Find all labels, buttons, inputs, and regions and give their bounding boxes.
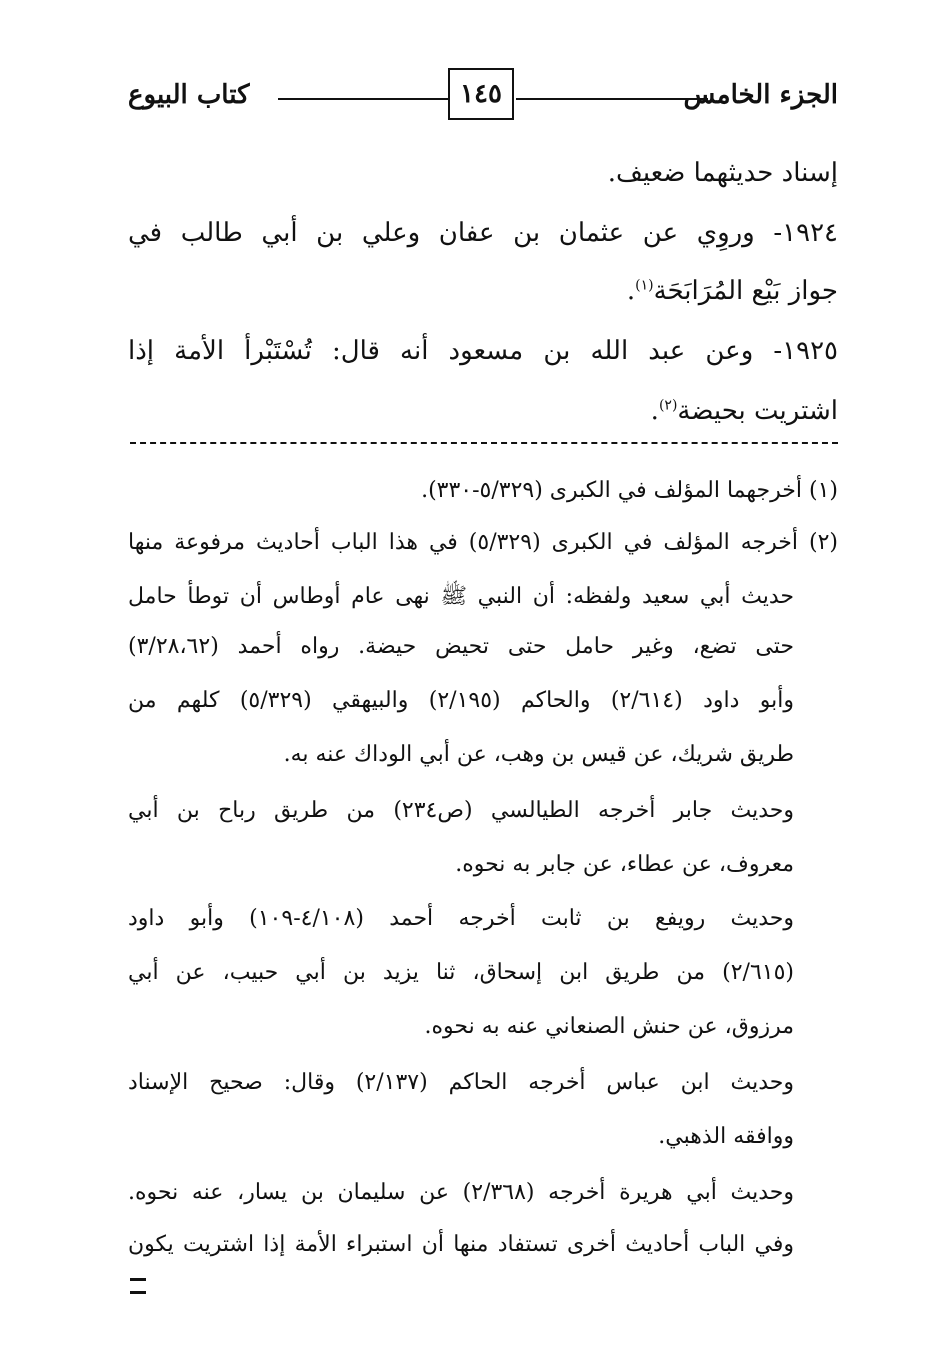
volume-title: الجزء الخامس <box>683 80 838 110</box>
header-rule-right <box>516 98 708 100</box>
body-text: جواز بَيْع المُرَابَحَة <box>653 276 838 306</box>
footnote-line: ووافقه الذهبي. <box>658 1124 794 1149</box>
footnote-line: وحديث رويفع بن ثابت أخرجه أحمد (٤/١٠٨-١٠٩) وأبو داود <box>128 906 794 931</box>
footnote-line: طريق شريك، عن قيس بن وهب، عن أبي الوداك عنه به. <box>283 742 794 767</box>
footnote-line: وأبو داود (٢/٦١٤) والحاكم (٢/١٩٥) والبيهقي (٥/٣٢٩) كلهم من <box>128 688 794 713</box>
footnote-ref: (١) <box>635 277 654 294</box>
footnote-line: (٢/٦١٥) من طريق ابن إسحاق، ثنا يزيد بن أبي حبيب، عن أبي <box>128 960 794 985</box>
footnote-line: وحديث جابر أخرجه الطيالسي (ص٢٣٤) من طريق رباح بن أبي <box>128 798 794 823</box>
body-line <box>627 276 838 306</box>
header-rule-left <box>278 98 448 100</box>
body-text: . <box>626 276 636 306</box>
footnote-line: مرزوق، عن حنش الصنعاني عنه به نحوه. <box>424 1014 794 1039</box>
page-header <box>128 68 838 124</box>
body-line: إسناد حديثهما ضعيف. <box>607 158 838 188</box>
footnote-ref: (٢) <box>658 397 678 414</box>
footnote-2: (٢) أخرجه المؤلف في الكبرى (٥/٣٢٩) في هذا الباب أحاديث مرفوعة منها <box>128 530 838 555</box>
footnote-line: حديث أبي سعيد ولفظه: أن النبي ﷺ نهى عام أوطاس أن توطأ حامل <box>128 584 794 609</box>
body-text: . <box>650 396 659 426</box>
continuation-mark <box>130 1278 146 1294</box>
footnote-line: وحديث أبي هريرة أخرجه (٢/٣٦٨) عن سليمان بن يسار، عنه نحوه. <box>128 1180 794 1205</box>
body-text: اشتريت بحيضة <box>677 396 838 426</box>
book-title: كتاب البيوع <box>128 80 250 110</box>
footnote-separator <box>130 442 838 444</box>
footnote-line: حتى تضع، وغير حامل حتى تحيض حيضة. رواه أحمد (٣/٢٨،٦٢) <box>128 634 794 659</box>
hadith-1925-line: ١٩٢٥- وعن عبد الله بن مسعود أنه قال: تُسْتَبْرأ الأمة إذا <box>128 336 838 366</box>
footnote-1: (١) أخرجهما المؤلف في الكبرى (٥/٣٢٩-٣٣٠). <box>421 478 838 503</box>
footnote-line: وفي الباب أحاديث أخرى تستفاد منها أن استبراء الأمة إذا اشتريت يكون <box>128 1232 794 1257</box>
page-number-box <box>448 68 514 120</box>
footnote-line: وحديث ابن عباس أخرجه الحاكم (٢/١٣٧) وقال: صحيح الإسناد <box>128 1070 794 1095</box>
body-line <box>651 396 838 426</box>
hadith-1924-line: ١٩٢٤- وروِي عن عثمان بن عفان وعلي بن أبي طالب في <box>128 218 838 248</box>
page-number: ١٤٥ <box>460 79 502 109</box>
footnote-line: معروف، عن عطاء، عن جابر به نحوه. <box>455 852 794 877</box>
